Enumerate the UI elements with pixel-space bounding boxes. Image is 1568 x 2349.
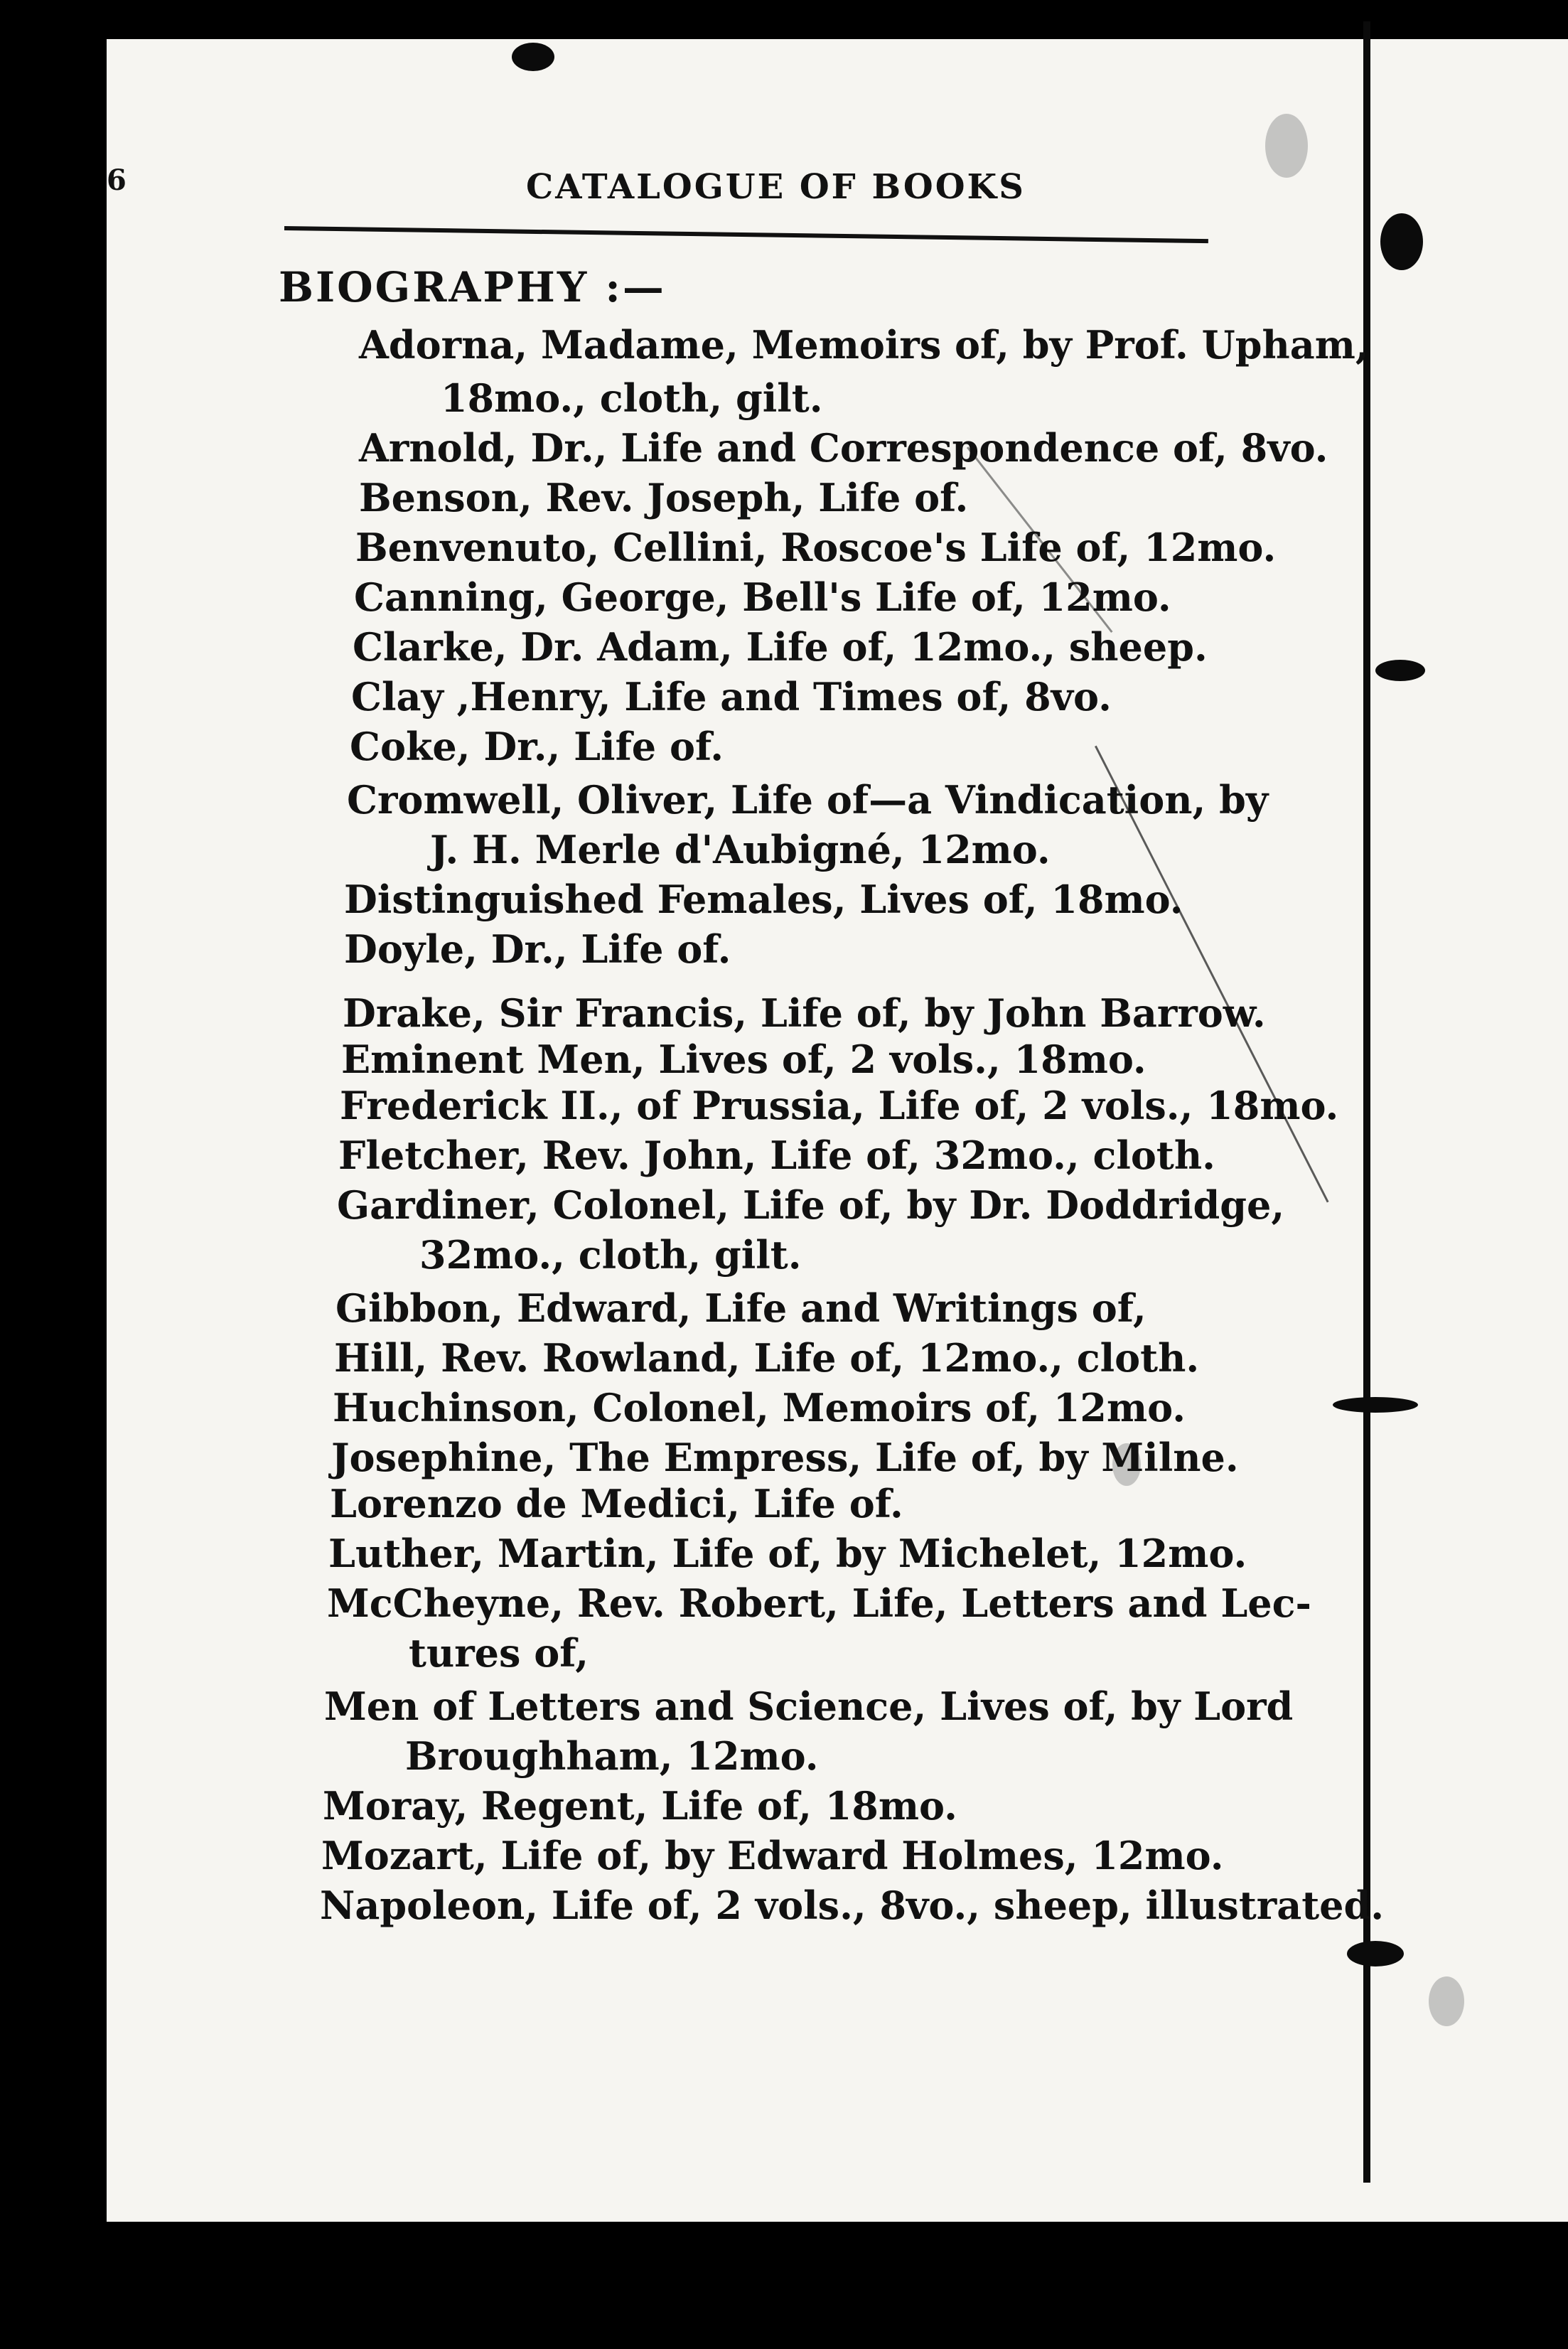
catalogue-entry: Drake, Sir Francis, Life of, by John Barrow. — [343, 990, 1266, 1036]
catalogue-entry: Gibbon, Edward, Life and Writings of, — [335, 1285, 1147, 1331]
catalogue-entry-continuation: 18mo., cloth, gilt. — [441, 375, 823, 421]
catalogue-entry: Eminent Men, Lives of, 2 vols., 18mo. — [341, 1037, 1147, 1082]
catalogue-entry: Mozart, Life of, by Edward Holmes, 12mo. — [321, 1833, 1224, 1878]
catalogue-entry-continuation: Broughham, 12mo. — [405, 1733, 819, 1779]
catalogue-entry-continuation: 32mo., cloth, gilt. — [419, 1232, 802, 1278]
catalogue-entry: Napoleon, Life of, 2 vols., 8vo., sheep, illustrated. — [320, 1883, 1385, 1928]
catalogue-entry: Doyle, Dr., Life of. — [344, 926, 731, 972]
catalogue-entry: Clay ,Henry, Life and Times of, 8vo. — [351, 674, 1112, 719]
section-heading: BIOGRAPHY :— — [279, 263, 666, 311]
catalogue-entry: Benson, Rev. Joseph, Life of. — [359, 475, 969, 520]
catalogue-entry: Clarke, Dr. Adam, Life of, 12mo., sheep. — [353, 624, 1208, 670]
catalogue-entry: Huchinson, Colonel, Memoirs of, 12mo. — [333, 1385, 1186, 1430]
catalogue-entry: Coke, Dr., Life of. — [350, 724, 724, 769]
catalogue-entry: Hill, Rev. Rowland, Life of, 12mo., cloth. — [334, 1335, 1200, 1381]
catalogue-entry: Arnold, Dr., Life and Correspondence of, 8vo. — [359, 425, 1328, 471]
catalogue-entry-continuation: tures of, — [409, 1630, 589, 1676]
catalogue-entry: Moray, Regent, Life of, 18mo. — [323, 1783, 957, 1829]
catalogue-entry: Lorenzo de Medici, Life of. — [330, 1481, 903, 1526]
catalogue-entry: Benvenuto, Cellini, Roscoe's Life of, 12mo. — [355, 525, 1277, 570]
running-head: CATALOGUE OF BOOKS — [526, 167, 1026, 207]
catalogue-entry: Distinguished Females, Lives of, 18mo. — [344, 877, 1183, 922]
catalogue-entry: Canning, George, Bell's Life of, 12mo. — [354, 574, 1171, 620]
catalogue-entry: Adorna, Madame, Memoirs of, by Prof. Upham, — [359, 322, 1369, 368]
catalogue-entry: Luther, Martin, Life of, by Michelet, 12mo. — [328, 1531, 1247, 1576]
catalogue-entry: Frederick II., of Prussia, Life of, 2 vols., 18mo. — [340, 1083, 1339, 1128]
page-number: 6 — [107, 164, 127, 197]
catalogue-entry-continuation: J. H. Merle d'Aubigné, 12mo. — [430, 827, 1051, 872]
catalogue-entry: Fletcher, Rev. John, Life of, 32mo., cloth. — [338, 1133, 1215, 1178]
catalogue-entry: McCheyne, Rev. Robert, Life, Letters and Lec- — [327, 1580, 1311, 1626]
catalogue-entry: Men of Letters and Science, Lives of, by Lord — [324, 1684, 1294, 1729]
catalogue-entry: Gardiner, Colonel, Life of, by Dr. Doddridge, — [337, 1182, 1285, 1228]
catalogue-entry: Josephine, The Empress, Life of, by Milne. — [331, 1435, 1239, 1480]
catalogue-entry: Cromwell, Oliver, Life of—a Vindication, by — [347, 777, 1269, 823]
